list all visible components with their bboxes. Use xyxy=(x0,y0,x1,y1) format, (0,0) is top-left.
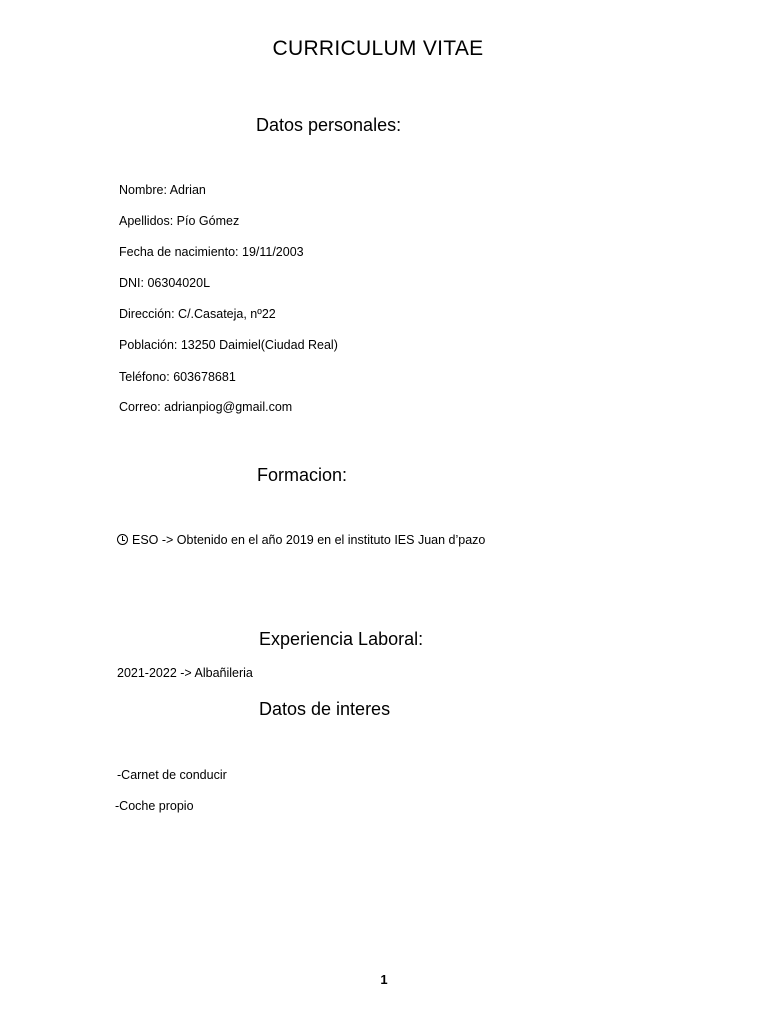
experience-item: 2021-2022 -> Albañileria xyxy=(117,666,253,680)
education-item xyxy=(117,533,485,547)
education-heading: Formacion: xyxy=(257,465,348,485)
field-name: Nombre: Adrian xyxy=(119,183,206,197)
clock-icon xyxy=(117,534,128,545)
personal-data-heading: Datos personales: xyxy=(256,115,402,135)
page-number: 1 xyxy=(380,972,388,987)
field-address: Dirección: C/.Casateja, nº22 xyxy=(119,307,276,321)
interest-item: -Carnet de conducir xyxy=(117,768,227,782)
interests-heading: Datos de interes xyxy=(259,699,391,719)
field-town: Población: 13250 Daimiel(Ciudad Real) xyxy=(119,338,338,352)
field-surnames: Apellidos: Pío Gómez xyxy=(119,214,240,228)
field-email: Correo: adrianpiog@gmail.com xyxy=(119,400,293,414)
page-title: CURRICULUM VITAE xyxy=(272,37,484,60)
experience-heading: Experiencia Laboral: xyxy=(259,629,424,649)
field-phone: Teléfono: 603678681 xyxy=(119,370,236,384)
education-item-text: ESO -> Obtenido en el año 2019 en el instituto IES Juan d’pazo xyxy=(132,533,486,547)
field-birthdate: Fecha de nacimiento: 19/11/2003 xyxy=(119,245,304,259)
field-dni: DNI: 06304020L xyxy=(119,276,211,290)
interest-item: -Coche propio xyxy=(115,799,194,813)
